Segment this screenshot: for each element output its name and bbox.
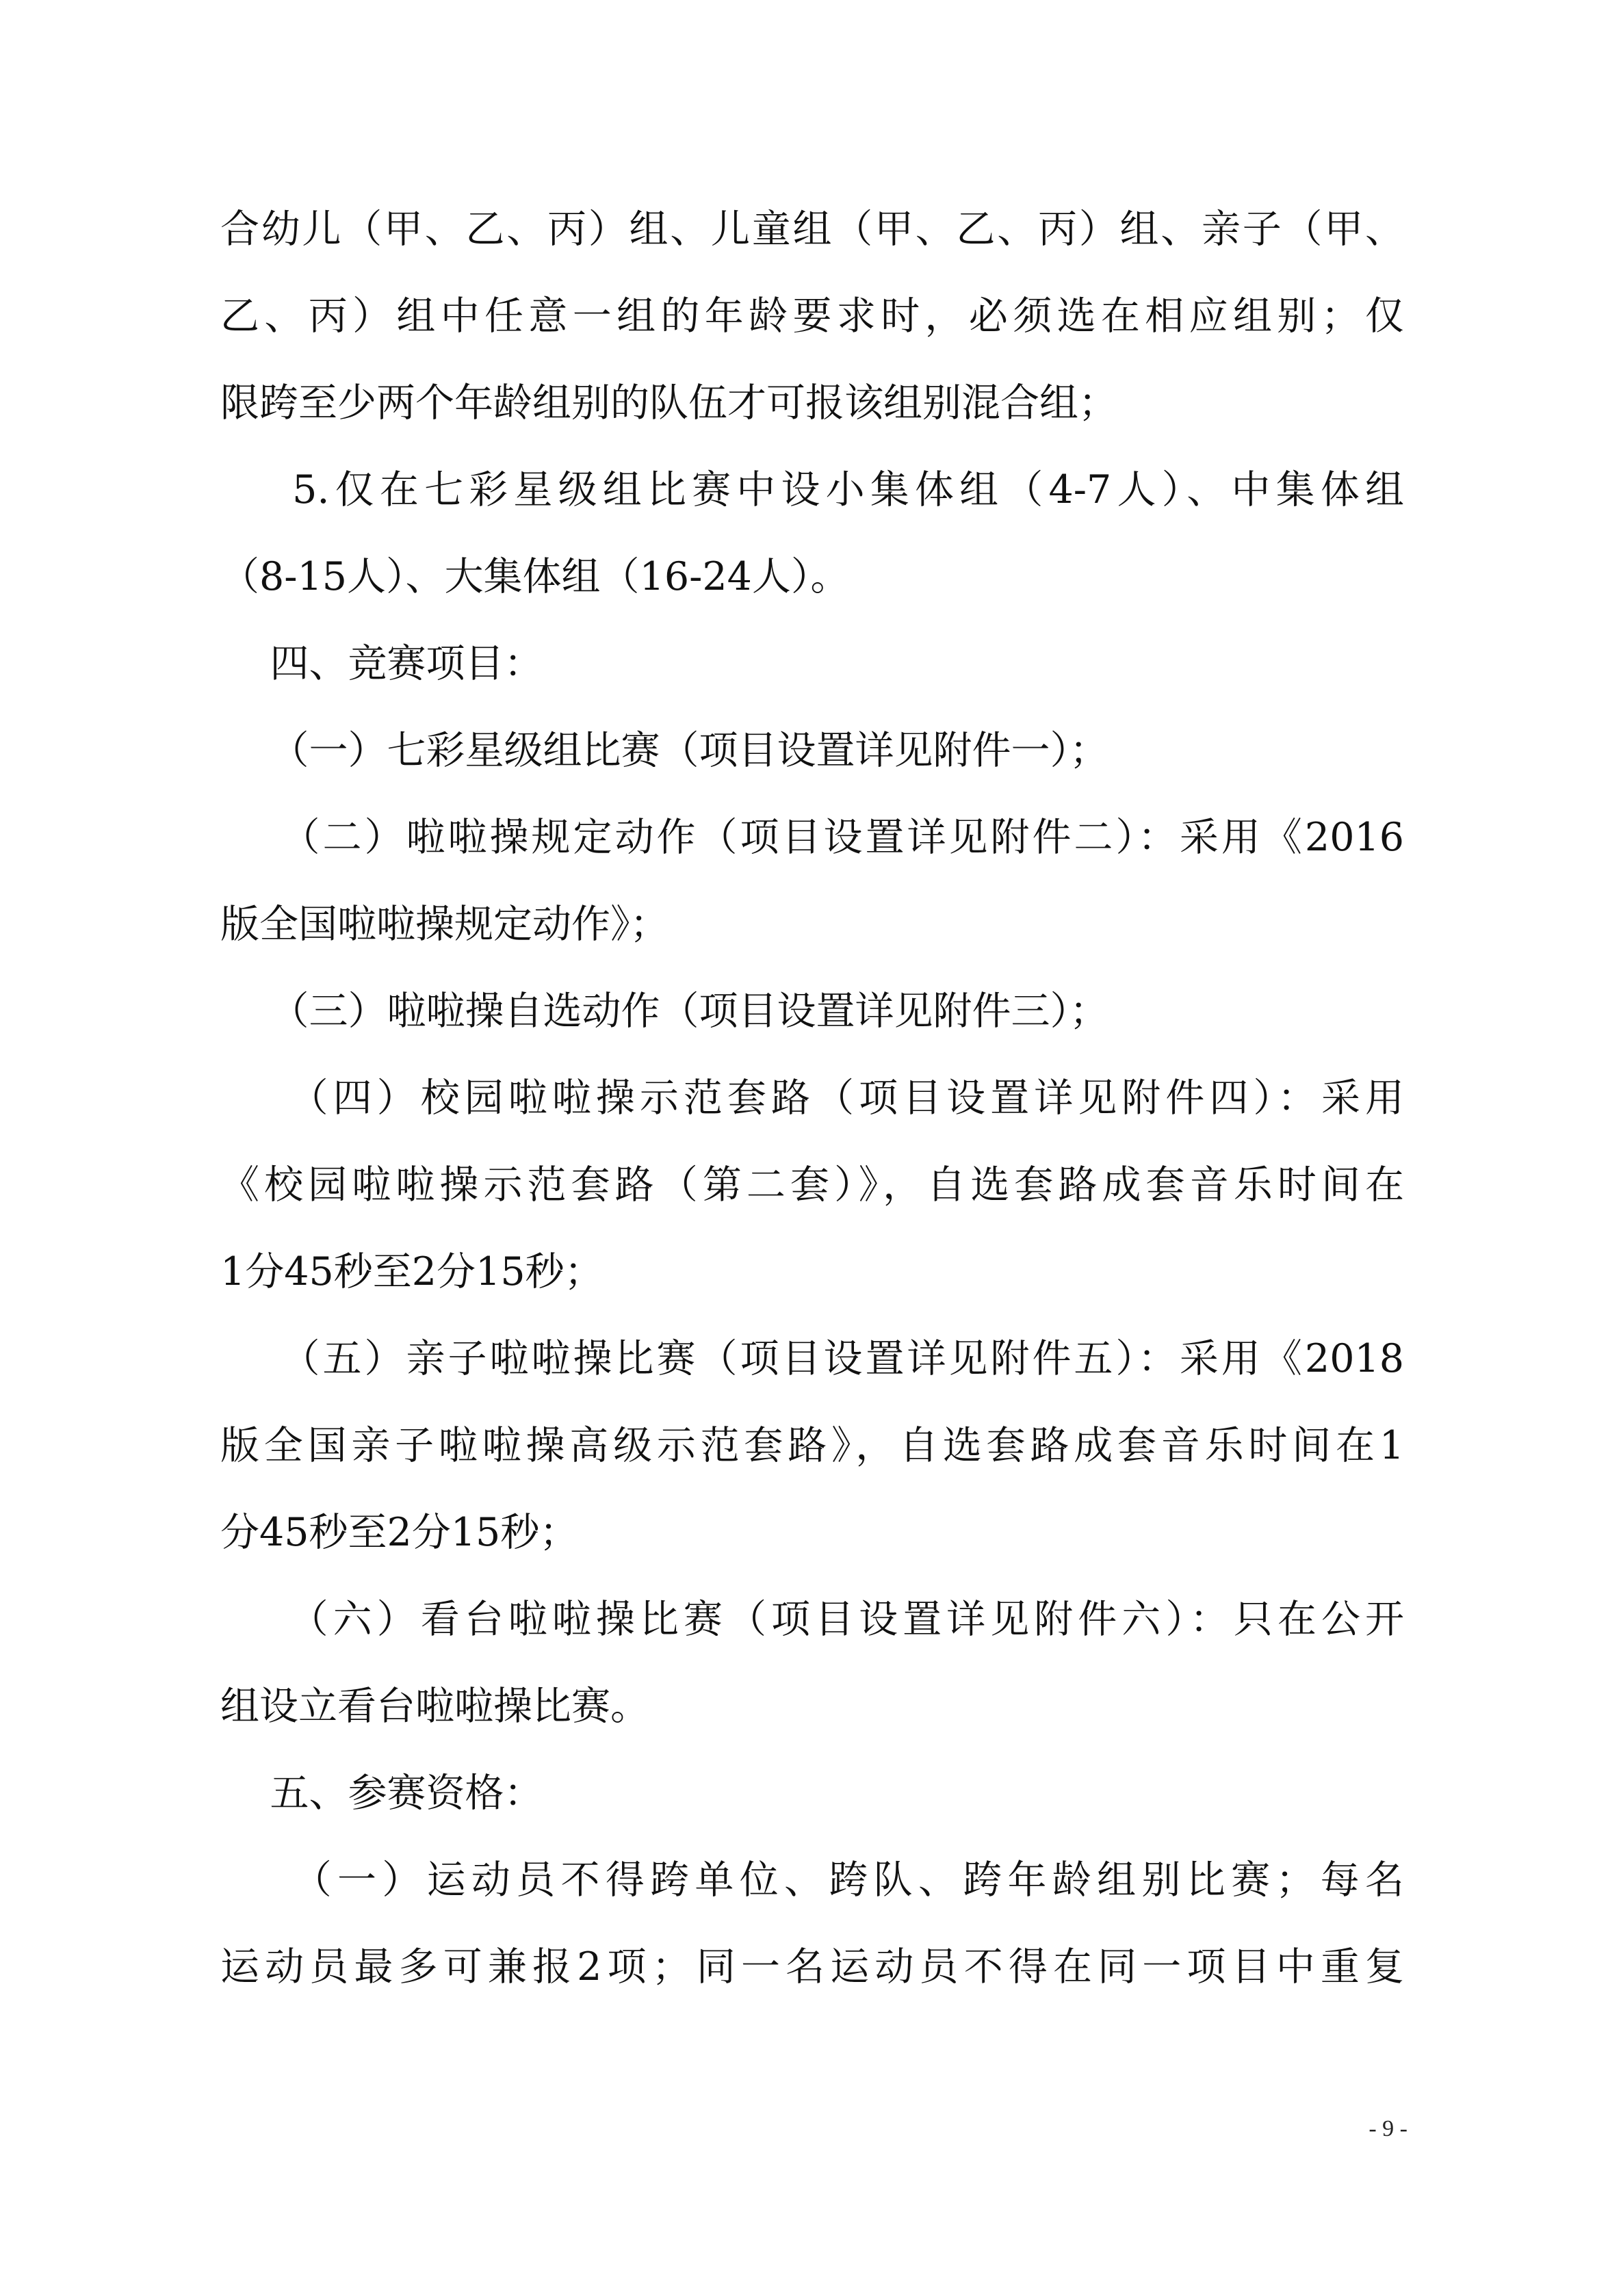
- text-line-15: 版全国亲子啦啦操高级示范套路》，自选套路成套音乐时间在1: [220, 1423, 1404, 1468]
- text-line-14: （五）亲子啦啦操比赛（项目设置详见附件五）：采用《2018: [220, 1336, 1404, 1381]
- section-heading-4: 四、竞赛项目：: [220, 641, 543, 686]
- text-line-4: 5.仅在七彩星级组比赛中设小集体组（4-7人）、中集体组: [220, 467, 1404, 512]
- text-line-21: 运动员最多可兼报2项；同一名运动员不得在同一项目中重复: [220, 1944, 1404, 1990]
- text-line-2: 乙、丙）组中任意一组的年龄要求时，必须选在相应组别；仅: [220, 293, 1404, 339]
- section-heading-5: 五、参赛资格：: [220, 1771, 543, 1816]
- text-line-1: 合幼儿（甲、乙、丙）组、儿童组（甲、乙、丙）组、亲子（甲、: [220, 207, 1404, 252]
- text-line-9: 版全国啦啦操规定动作》；: [220, 902, 669, 947]
- page-number: - 9 -: [1369, 2116, 1408, 2141]
- text-line-13: 1分45秒至2分15秒；: [220, 1249, 604, 1294]
- body-text: [220, 186, 1404, 2011]
- text-line-3: 限跨至少两个年龄组别的队伍才可报该组别混合组；: [220, 380, 1117, 426]
- text-line-8: （二）啦啦操规定动作（项目设置详见附件二）：采用《2016: [220, 815, 1404, 860]
- text-line-11: （四）校园啦啦操示范套路（项目设置详见附件四）：采用: [220, 1075, 1404, 1121]
- text-line-10: （三）啦啦操自选动作（项目设置详见附件三）；: [220, 989, 1108, 1034]
- text-line-16: 分45秒至2分15秒；: [220, 1510, 579, 1555]
- text-line-5: （8-15人）、大集体组（16-24人）。: [220, 554, 850, 599]
- text-line-20: （一）运动员不得跨单位、跨队、跨年龄组别比赛；每名: [220, 1857, 1404, 1903]
- text-line-18: 组设立看台啦啦操比赛。: [220, 1684, 649, 1729]
- text-line-7: （一）七彩星级组比赛（项目设置详见附件一）；: [220, 728, 1108, 773]
- text-line-17: （六）看台啦啦操比赛（项目设置详见附件六）：只在公开: [220, 1597, 1404, 1642]
- text-line-12: 《校园啦啦操示范套路（第二套）》，自选套路成套音乐时间在: [220, 1162, 1404, 1208]
